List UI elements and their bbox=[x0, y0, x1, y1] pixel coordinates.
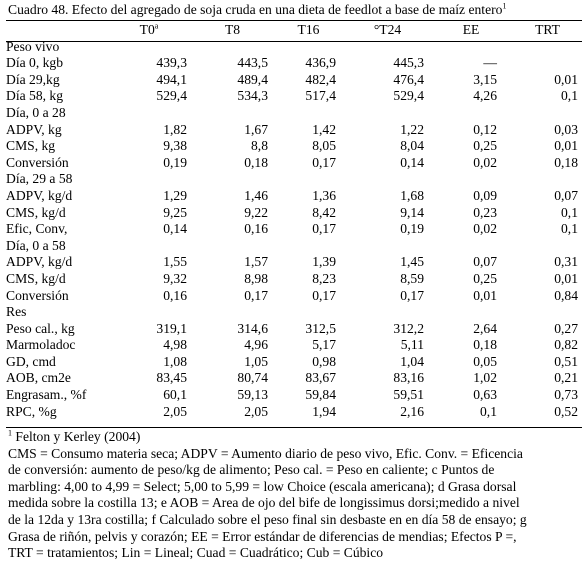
table-cell: 0,23 bbox=[473, 204, 497, 220]
table-cell bbox=[346, 39, 429, 56]
table-row bbox=[6, 188, 582, 205]
table-cell: 443,5 bbox=[237, 55, 268, 71]
table-cell bbox=[271, 105, 346, 122]
table-cell: 8,8 bbox=[251, 138, 268, 154]
row-label: Día, 0 a 58 bbox=[6, 237, 66, 253]
table-cell: 8,59 bbox=[400, 270, 424, 286]
table-cell: 0,18 bbox=[473, 337, 497, 353]
table-cell: 8,23 bbox=[312, 270, 336, 286]
header-col-4: EE bbox=[462, 22, 480, 37]
table-cell: 8,04 bbox=[400, 138, 424, 154]
table-cell bbox=[104, 304, 194, 321]
table-cell: 0,25 bbox=[473, 138, 497, 154]
table-cell: 0,21 bbox=[554, 370, 578, 386]
results-table bbox=[6, 22, 582, 420]
table-cell bbox=[271, 238, 346, 255]
header-blank bbox=[6, 22, 104, 39]
table-cell: 9,32 bbox=[163, 270, 187, 286]
table-caption bbox=[8, 2, 506, 19]
table-cell bbox=[104, 171, 194, 188]
header-col-1: T8 bbox=[224, 22, 241, 37]
table-cell: 9,22 bbox=[244, 204, 268, 220]
table-cell: 4,96 bbox=[244, 337, 268, 353]
table-cell: 439,3 bbox=[156, 55, 187, 71]
table-cell: 9,38 bbox=[163, 138, 187, 154]
table-cell: 1,46 bbox=[244, 187, 268, 203]
row-label: Marmoladoc bbox=[6, 337, 76, 353]
table-cell: 1,68 bbox=[400, 187, 424, 203]
table-cell: 80,74 bbox=[237, 370, 268, 386]
header-col-5: TRT bbox=[535, 22, 560, 37]
caption-footnote-mark: 1 bbox=[502, 1, 507, 11]
table-row bbox=[6, 354, 582, 371]
footnote-line: de conversión: aumento de peso/kg de alimento; Peso cal. = Peso en caliente; c Puntos de bbox=[8, 462, 495, 478]
table-cell bbox=[346, 171, 429, 188]
footnote-line: marbling: 4,00 to 4,99 = Select; 5,00 to 5,99 = low Choice (escala americana); d Grasa dorsal bbox=[8, 478, 517, 494]
table-cell: 1,55 bbox=[163, 254, 187, 270]
table-cell: 489,4 bbox=[237, 71, 268, 87]
row-label: Día, 0 a 28 bbox=[6, 104, 66, 120]
table-cell bbox=[194, 171, 271, 188]
bottom-rule bbox=[6, 427, 582, 428]
table-cell: 0,1 bbox=[561, 204, 578, 220]
table-cell bbox=[513, 105, 582, 122]
table-cell: 0,18 bbox=[244, 154, 268, 170]
table-cell: 314,6 bbox=[237, 320, 268, 336]
table-cell bbox=[429, 238, 513, 255]
table-cell: 0,01 bbox=[554, 138, 578, 154]
table-cell: 1,22 bbox=[400, 121, 424, 137]
table-cell: 476,4 bbox=[393, 71, 424, 87]
row-label: Efic, Conv, bbox=[6, 221, 68, 237]
table-cell: 2,05 bbox=[244, 403, 268, 419]
table-row bbox=[6, 337, 582, 354]
table-cell: 2,05 bbox=[163, 403, 187, 419]
row-label: Peso cal., kg bbox=[6, 320, 75, 336]
table-cell bbox=[513, 39, 582, 56]
table-cell bbox=[271, 171, 346, 188]
table-cell: 8,98 bbox=[244, 270, 268, 286]
row-label: Engrasam., %f bbox=[6, 387, 87, 403]
table-row bbox=[6, 304, 582, 321]
table-row bbox=[6, 271, 582, 288]
table-row bbox=[6, 387, 582, 404]
table-cell: 0,01 bbox=[554, 270, 578, 286]
table-cell bbox=[429, 39, 513, 56]
row-label: Día 58, kg bbox=[6, 88, 64, 104]
table-cell: 0,73 bbox=[554, 387, 578, 403]
table-cell: 0,31 bbox=[554, 254, 578, 270]
footnote-line: de la 12da y 13ra costilla; f Calculado sobre el peso final sin desbaste en en día 58 de ensayo; g bbox=[8, 511, 527, 527]
table-cell bbox=[194, 304, 271, 321]
table-body bbox=[6, 39, 582, 421]
table-cell: 0,17 bbox=[244, 287, 268, 303]
table-cell: 0,07 bbox=[554, 187, 578, 203]
table-row bbox=[6, 370, 582, 387]
table-cell bbox=[513, 304, 582, 321]
table-cell: 0,52 bbox=[554, 403, 578, 419]
table-cell: 0,25 bbox=[473, 270, 497, 286]
caption-text: Cuadro 48. Efecto del agregado de soja cruda en una dieta de feedlot a base de maíz entero bbox=[8, 2, 503, 17]
row-label: CMS, kg bbox=[6, 138, 56, 154]
table-cell bbox=[513, 55, 582, 72]
table-cell: 59,13 bbox=[237, 387, 268, 403]
table-cell: 517,4 bbox=[305, 88, 336, 104]
row-label: AOB, cm2e bbox=[6, 370, 71, 386]
table-cell: 60,1 bbox=[163, 387, 187, 403]
table-cell bbox=[429, 304, 513, 321]
table-cell: 0,19 bbox=[400, 221, 424, 237]
table-cell: 1,57 bbox=[244, 254, 268, 270]
table-cell: 529,4 bbox=[156, 88, 187, 104]
table-cell: 83,16 bbox=[393, 370, 424, 386]
table-cell bbox=[429, 171, 513, 188]
table-row bbox=[6, 171, 582, 188]
table-cell: 482,4 bbox=[305, 71, 336, 87]
table-cell: 5,11 bbox=[400, 337, 424, 353]
table-cell: 0,18 bbox=[554, 154, 578, 170]
footnote-line: medida sobre la costilla 13; e AOB = Area de ojo del bife de longissimus dorsi;medido a nivel bbox=[8, 495, 520, 511]
table-cell: 1,04 bbox=[400, 353, 424, 369]
table-cell: 9,14 bbox=[400, 204, 424, 220]
row-label: ADPV, kg/d bbox=[6, 187, 73, 203]
table-cell: 0,02 bbox=[473, 154, 497, 170]
table-cell: 0,84 bbox=[554, 287, 578, 303]
table-cell: 0,98 bbox=[312, 353, 336, 369]
table-cell: 4,98 bbox=[163, 337, 187, 353]
table-cell: 1,94 bbox=[312, 403, 336, 419]
table-row bbox=[6, 155, 582, 172]
table-cell: 0,63 bbox=[473, 387, 497, 403]
table-cell: 1,05 bbox=[244, 353, 268, 369]
table-row bbox=[6, 321, 582, 338]
table-cell: 5,17 bbox=[312, 337, 336, 353]
table-row bbox=[6, 205, 582, 222]
table-cell bbox=[194, 238, 271, 255]
footnotes bbox=[8, 429, 582, 562]
table-cell: 0,19 bbox=[163, 154, 187, 170]
header-row bbox=[6, 22, 582, 39]
table-cell: 59,84 bbox=[305, 387, 336, 403]
table-cell: 0,07 bbox=[473, 254, 497, 270]
table-cell: 534,3 bbox=[237, 88, 268, 104]
table-cell bbox=[194, 39, 271, 56]
table-cell: 0,51 bbox=[554, 353, 578, 369]
footnote-source: $^1$ Felton y Kerley (2004) bbox=[8, 428, 141, 444]
row-label: Día 29,kg bbox=[6, 71, 60, 87]
table-cell: 1,02 bbox=[473, 370, 497, 386]
row-label: Conversión bbox=[6, 154, 69, 170]
table-row bbox=[6, 404, 582, 421]
table-cell: 0,12 bbox=[473, 121, 497, 137]
table-cell: 0,09 bbox=[473, 187, 497, 203]
table-cell: 0,1 bbox=[480, 403, 497, 419]
row-label: Peso vivo bbox=[6, 38, 60, 54]
table-cell: 1,36 bbox=[312, 187, 336, 203]
row-label: GD, cmd bbox=[6, 353, 56, 369]
table-row bbox=[6, 122, 582, 139]
table-cell bbox=[104, 39, 194, 56]
table-cell: 2,16 bbox=[400, 403, 424, 419]
table-cell: 59,51 bbox=[393, 387, 424, 403]
table-cell: 1,82 bbox=[163, 121, 187, 137]
row-label: RPC, %g bbox=[6, 403, 57, 419]
row-label: Conversión bbox=[6, 287, 69, 303]
header-col-3: °T24 bbox=[373, 22, 402, 37]
table-row bbox=[6, 288, 582, 305]
header-col-0: T0$^a$ bbox=[139, 21, 159, 37]
table-cell: 312,5 bbox=[305, 320, 336, 336]
table-cell: 0,01 bbox=[554, 71, 578, 87]
table-cell: 0,17 bbox=[312, 221, 336, 237]
table-cell: 9,25 bbox=[163, 204, 187, 220]
row-label: ADPV, kg bbox=[6, 121, 62, 137]
table-cell: 1,42 bbox=[312, 121, 336, 137]
table-cell: 436,9 bbox=[305, 55, 336, 71]
table-cell: 445,3 bbox=[393, 55, 424, 71]
table-row bbox=[6, 238, 582, 255]
table-cell: 0,16 bbox=[163, 287, 187, 303]
table-cell: 1,29 bbox=[163, 187, 187, 203]
table-cell: 0,17 bbox=[312, 287, 336, 303]
table-cell bbox=[429, 105, 513, 122]
table-cell: 0,1 bbox=[561, 221, 578, 237]
table-row bbox=[6, 55, 582, 72]
table-cell: 494,1 bbox=[156, 71, 187, 87]
table-cell: 0,82 bbox=[554, 337, 578, 353]
row-label: CMS, kg/d bbox=[6, 204, 66, 220]
table-cell: 0,02 bbox=[473, 221, 497, 237]
table-cell: 1,08 bbox=[163, 353, 187, 369]
top-rule bbox=[6, 20, 582, 21]
table-cell bbox=[194, 105, 271, 122]
row-label: Día, 29 a 58 bbox=[6, 171, 73, 187]
table-cell: — bbox=[483, 55, 497, 71]
table-cell: 83,45 bbox=[156, 370, 187, 386]
table-cell: 0,05 bbox=[473, 353, 497, 369]
table-cell: 83,67 bbox=[305, 370, 336, 386]
table-cell: 1,67 bbox=[244, 121, 268, 137]
table-row bbox=[6, 221, 582, 238]
table-cell: 0,14 bbox=[400, 154, 424, 170]
row-label: ADPV, kg/d bbox=[6, 254, 73, 270]
table-cell: 0,01 bbox=[473, 287, 497, 303]
table-row bbox=[6, 88, 582, 105]
table-cell: 1,39 bbox=[312, 254, 336, 270]
table-cell: 312,2 bbox=[393, 320, 424, 336]
table-row bbox=[6, 138, 582, 155]
table-cell: 1,45 bbox=[400, 254, 424, 270]
table-cell bbox=[271, 39, 346, 56]
row-label: Día 0, kgb bbox=[6, 55, 64, 71]
table-row bbox=[6, 254, 582, 271]
table-cell: 529,4 bbox=[393, 88, 424, 104]
table-cell bbox=[271, 304, 346, 321]
table-cell bbox=[104, 105, 194, 122]
table-cell bbox=[346, 105, 429, 122]
header-col-2: T16 bbox=[297, 22, 320, 37]
row-label: Res bbox=[6, 304, 27, 320]
table-row bbox=[6, 39, 582, 56]
table-cell: 0,1 bbox=[561, 88, 578, 104]
table-cell bbox=[346, 238, 429, 255]
table-cell: 319,1 bbox=[156, 320, 187, 336]
footnote-line: CMS = Consumo materia seca; ADPV = Aumento diario de peso vivo, Efic. Conv. = Eficencia bbox=[8, 445, 523, 461]
table-cell: 0,03 bbox=[554, 121, 578, 137]
table-cell: 0,27 bbox=[554, 320, 578, 336]
table-cell: 2,64 bbox=[473, 320, 497, 336]
table-row bbox=[6, 72, 582, 89]
table-cell: 0,14 bbox=[163, 221, 187, 237]
table-cell: 4,26 bbox=[473, 88, 497, 104]
footnote-line: Grasa de riñón, pelvis y corazón; EE = Error estándar de diferencias de mendias; Efectos P =, bbox=[8, 528, 517, 544]
row-label: CMS, kg/d bbox=[6, 270, 66, 286]
table-cell bbox=[104, 238, 194, 255]
table-cell: 0,16 bbox=[244, 221, 268, 237]
table-cell: 0,17 bbox=[312, 154, 336, 170]
table-cell: 8,42 bbox=[312, 204, 336, 220]
footnote-line: TRT = tratamientos; Lin = Lineal; Cuad = Cuadrático; Cub = Cúbico bbox=[8, 545, 384, 561]
table-cell bbox=[513, 238, 582, 255]
table-cell bbox=[346, 304, 429, 321]
table-cell: 0,17 bbox=[400, 287, 424, 303]
table-row bbox=[6, 105, 582, 122]
table-cell bbox=[513, 171, 582, 188]
table-cell: 8,05 bbox=[312, 138, 336, 154]
table-cell: 3,15 bbox=[473, 71, 497, 87]
